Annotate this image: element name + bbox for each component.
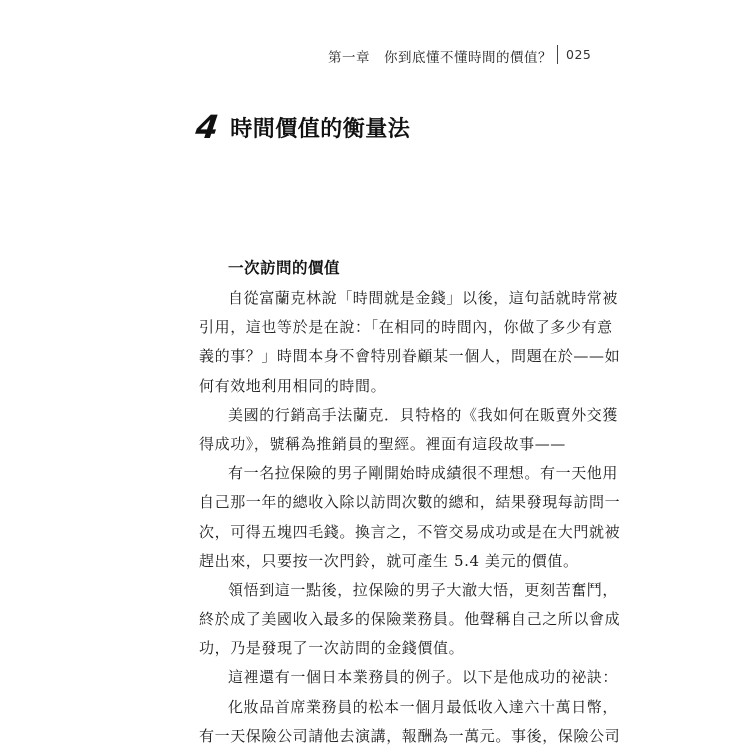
section-heading bbox=[193, 108, 411, 148]
body-line: 義的事？」時間本身不會特別眷顧某一個人，問題在於——如 bbox=[199, 347, 621, 366]
body-line: 美國的行銷高手法蘭克．貝特格的《我如何在販賣外交獲 bbox=[228, 405, 619, 424]
body-line: 何有效地利用相同的時間。 bbox=[199, 376, 387, 395]
body-line: 得成功》，號稱為推銷員的聖經。裡面有這段故事—— bbox=[199, 434, 566, 453]
subsection-title: 一次訪問的價值 bbox=[228, 259, 341, 277]
body-line: 領悟到這一點後，拉保險的男子大澈大悟，更刻苦奮鬥， bbox=[228, 580, 619, 599]
body-line: 引用，這也等於是在說：「在相同的時間內，你做了多少有意 bbox=[199, 318, 613, 337]
page-number: 025 bbox=[566, 47, 592, 62]
body-line: 有一天保險公司請他去演講，報酬為一萬元。事後，保險公司 bbox=[199, 726, 621, 745]
body-line: 功，乃是發現了一次訪問的金錢價值。 bbox=[199, 639, 465, 658]
body-line: 有一名拉保險的男子剛開始時成績很不理想。有一天他用 bbox=[228, 464, 619, 483]
header-divider bbox=[557, 45, 558, 64]
chapter-running-title: 第一章 你到底懂不懂時間的價值？ bbox=[328, 50, 552, 66]
body-text bbox=[199, 284, 621, 750]
section-number: 4 bbox=[193, 108, 221, 146]
body-line: 自己那一年的總收入除以訪問次數的總和，結果發現每訪問一 bbox=[199, 493, 621, 512]
running-header bbox=[0, 44, 750, 66]
body-line: 自從富蘭克林說「時間就是金錢」以後，這句話就時常被 bbox=[228, 289, 619, 307]
body-line: 化妝品首席業務員的松本一個月最低收入達六十萬日幣， bbox=[228, 697, 619, 716]
section-title: 時間價值的衡量法 bbox=[230, 116, 411, 142]
body-line: 這裡還有一個日本業務員的例子。以下是他成功的祕訣： bbox=[228, 668, 619, 687]
body-line: 次，可得五塊四毛錢。換言之，不管交易成功或是在大門就被 bbox=[199, 522, 621, 541]
body-line: 趕出來，只要按一次門鈴，就可產生 5.4 美元的價值。 bbox=[199, 551, 579, 570]
body-line: 終於成了美國收入最多的保險業務員。他聲稱自己之所以會成 bbox=[199, 610, 621, 629]
